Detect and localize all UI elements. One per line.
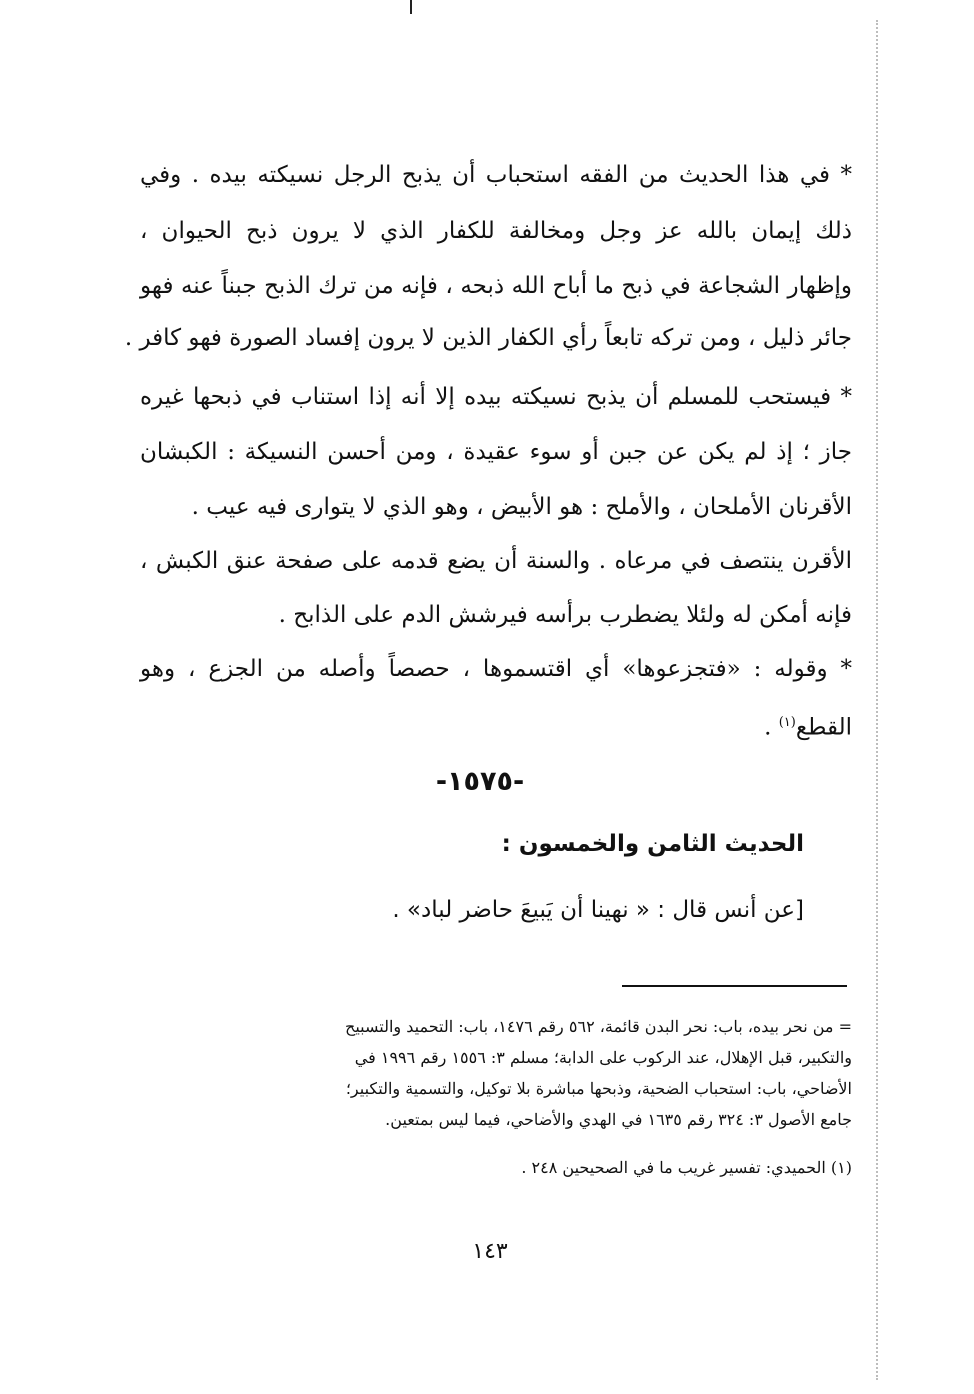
body-line-5: * فيستحب للمسلم أن يذبح نسيكته بيده إلا أنه إذا استناب في ذبحها غيره <box>140 384 852 410</box>
last-line-text: القطع <box>795 714 852 741</box>
page-number: ١٤٣ <box>472 1239 508 1264</box>
hadith-text: [عن أنس قال : « نهينا أن يَبيعَ حاضر لباد» . <box>392 897 804 923</box>
body-line-8: الأقرن ينتصف في مرعاه . والسنة أن يضع قدمه على صفحة عنق الكبش ، <box>140 548 852 574</box>
section-number: -١٥٧٥- <box>435 766 525 797</box>
hadith-heading: الحديث الثامن والخمسون : <box>501 831 804 857</box>
top-margin-mark <box>410 0 412 14</box>
footnote-line-3: الأضاحي، باب: استحباب الضحية، وذبحها مباشرة بلا توكيل، والتسمية والتكبير؛ <box>345 1079 852 1098</box>
last-line-end: . <box>764 714 779 741</box>
footnote-line-4: جامع الأصول ٣: ٣٢٤ رقم ١٦٣٥ في الهدي والأضاحي، فيما ليس بمتعين. <box>385 1110 852 1129</box>
footnote-line-1: = من نحر بيده، باب: نحر البدن قائمة، ٥٦٢ رقم ١٤٧٦، باب: التحميد والتسبيح <box>345 1017 852 1036</box>
body-line-2: ذلك إيمان بالله عز وجل ومخالفة للكفار الذي لا يرون ذبح الحيوان ، <box>140 218 852 244</box>
footnote-line-2: والتكبير، قبل الإهلال، عند الركوب على الدابة؛ مسلم ٣: ١٥٥٦ رقم ١٩٩٦ في <box>354 1048 852 1067</box>
footnote-line-5: (١) الحميدي: تفسير غريب ما في الصحيحين ٢٤٨ . <box>521 1158 852 1177</box>
body-line-4: جائر ذليل ، ومن تركه تابعاً رأي الكفار الذين لا يرون إفساد الصورة فهو كافر . <box>124 325 852 351</box>
body-line-6: جاز ؛ إذ لم يكن عن جبن أو سوء عقيدة ، ومن أحسن النسيكة : الكبشان <box>140 439 852 465</box>
body-line-9: فإنه أمكن له ولئلا يضطرب برأسه فيرشش الدم على الذابح . <box>278 602 852 628</box>
body-line-3: وإظهار الشجاعة في ذبح ما أباح الله ذبحه ، فإنه من ترك الذبح جبناً عنه فهو <box>140 273 852 299</box>
binding-dotted-line <box>876 20 878 1380</box>
body-line-1: * في هذا الحديث من الفقه استحباب أن يذبح الرجل نسيكته بيده . وفي <box>140 162 852 188</box>
footnote-separator <box>622 985 847 987</box>
body-line-11 <box>140 701 852 750</box>
body-line-7: الأقرنان الأملحان ، والأملح : هو الأبيض ، وهو الذي لا يتوارى فيه عيب . <box>191 494 852 520</box>
body-line-10: * وقوله : «فتجزعوها» أي اقتسموها ، حصصاً وأصله من الجزع ، وهو <box>140 656 852 682</box>
footnote-marker: (١) <box>778 715 796 730</box>
